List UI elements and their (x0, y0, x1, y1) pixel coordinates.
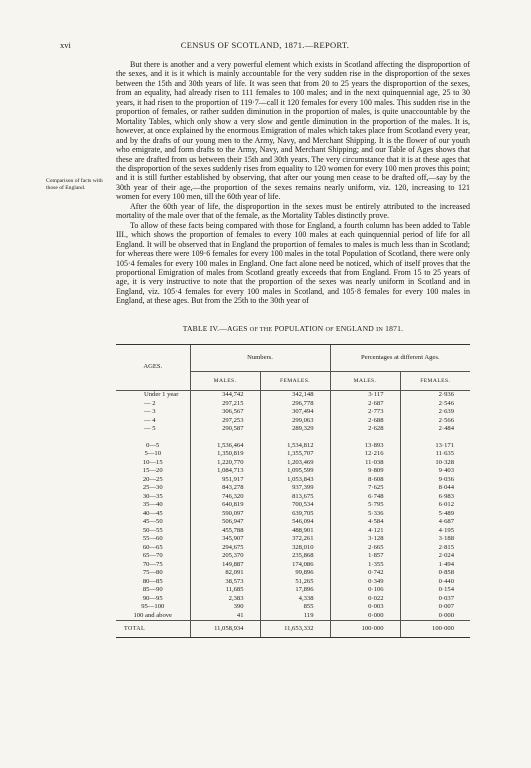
table-row (116, 391, 470, 400)
females-cell: 1,355,707 (260, 450, 330, 459)
females-pct-cell: 4·195 (400, 527, 470, 536)
females-cell: 119 (260, 612, 330, 621)
paragraph: After the 60th year of life, the disproportion in the sexes must be entirely attributed to the increased mortality of the male over that of the female, as the Mortality Tables distinctly prove. (116, 201, 470, 221)
females-cell: 1,053,843 (260, 476, 330, 485)
males-cell: 306,567 (190, 408, 260, 417)
table-row (116, 484, 470, 493)
females-cell: 700,534 (260, 501, 330, 510)
males-pct-cell: 0·106 (330, 586, 400, 595)
males-cell: 38,573 (190, 578, 260, 587)
males-cell: 640,819 (190, 501, 260, 510)
age-cell: 35—40 (142, 501, 163, 508)
paragraph: To allow of these facts being compared with those for England, a fourth column has been added to Table III., which shows the proportion of females to every 100 males at each quinquennial period of life for all England. It will be observed that in England the proportion of females to males is much less than in Scotland; for whereas there were 109·6 females for every 100 males in the total Population of Scotland, there were only 105·4 females for every 100 males in England. One fact alone need be noticed, which of itself proves that the proportional Emigration of males from Scotland greatly exceeds that from England. From 15 to 25 years of age, it is very instructive to note that the proportion of the sexes was nearly uniform in Scotland and in England, viz. 105·4 females for every 100 males in Scotland, and 105·8 females for every 100 males in England, at these ages. But from the 25th to the 30th year of (116, 220, 470, 306)
females-cell: 289,329 (260, 425, 330, 434)
females-cell: 1,203,469 (260, 459, 330, 468)
females-pct-cell: 2·484 (400, 425, 470, 434)
females-cell: 546,094 (260, 518, 330, 527)
body-text (116, 60, 470, 306)
females-pct-cell: 4·687 (400, 518, 470, 527)
females-pct-cell: 0·007 (400, 603, 470, 612)
males-pct-cell: 5·795 (330, 501, 400, 510)
males-pct-cell: 2·773 (330, 408, 400, 417)
females-pct-cell: 11·635 (400, 450, 470, 459)
females-cell: 51,265 (260, 578, 330, 587)
males-cell: 294,675 (190, 544, 260, 553)
age-cell: 85—90 (142, 586, 163, 593)
females-cell: 328,010 (260, 544, 330, 553)
table-row (116, 595, 470, 604)
females-pct-cell: 3·188 (400, 535, 470, 544)
age-cell: 10—15 (142, 458, 163, 466)
males-pct-cell: 7·625 (330, 484, 400, 493)
table-row (116, 442, 470, 451)
males-pct-cell: 0·000 (330, 612, 400, 621)
ages-table (116, 344, 470, 638)
males-cell: 455,788 (190, 527, 260, 536)
age-cell: 75—80 (142, 569, 163, 576)
males-pct-cell: 0·349 (330, 578, 400, 587)
males-cell: 344,742 (190, 391, 260, 400)
age-cell: 45—50 (142, 518, 163, 525)
females-pct-cell: 6·983 (400, 493, 470, 502)
age-cell: 0—5 (146, 441, 160, 449)
females-cell: 299,063 (260, 417, 330, 426)
table-row (116, 493, 470, 502)
group-header-numbers: Numbers. (190, 345, 330, 372)
col-header-males-pct: MALES. (330, 372, 400, 391)
table-row (116, 408, 470, 417)
females-pct-cell: 2·024 (400, 552, 470, 561)
table-total-row (116, 621, 470, 638)
males-cell: 82,091 (190, 569, 260, 578)
males-cell: 590,097 (190, 510, 260, 519)
females-pct-cell: 0·154 (400, 586, 470, 595)
males-cell: 297,253 (190, 417, 260, 426)
running-header (60, 40, 470, 52)
females-cell: 639,705 (260, 510, 330, 519)
paragraph: But there is another and a very powerful element which exists in Scotland affecting the disproportion of the sexes, and it is it which is mainly accountable for the very sudden rise in the disproportion of the sexes between the 15th and 30th years of life. It was seen that from 20 to 25 years the disproportion of the sexes, from an equality, had already risen to 111 females to 100 males; and in the next quinquennial age, 25 to 30 years, it had risen to the proportion of 119·7—call it 120 females for every 100 males. This sudden rise in the proportion of females, or rather sudden diminution in the proportion of males, is quite unaccountable by the Mortality Tables, which only show a very slow and gentle diminution in the proportion of the males. It is, however, at once explained by the enormous Emigration of males which takes place from Scotland every year, and by the drafts of our young men to the Army, Navy, and Merchant Shipping. It is the flower of our youth who emigrate, and form drafts to the Army, Navy, and Merchant Shipping; and our Table of Ages shows that these are drafted from us between their 15th and 30th years. The very circumstance that it is at these ages that the disproportion of the sexes suddenly rises from equality to 120 women for every 100 men proves this point; and it is still further established by observing, that after our young men cease to be drafted off,—say by the 30th year of their age,—the proportion of the sexes remains nearly uniform, viz. 120, increasing to 121 women for every 100 men, till the 60th year of life. (116, 60, 470, 202)
age-cell: Under 1 year (144, 391, 179, 398)
age-cell: 100 and above (133, 611, 172, 619)
males-pct-cell: 3·128 (330, 535, 400, 544)
table-row (116, 459, 470, 468)
col-header-females-pct: FEMALES. (400, 372, 470, 391)
age-cell: 20—25 (142, 475, 163, 483)
total-label: TOTAL (116, 621, 190, 638)
males-cell: 290,587 (190, 425, 260, 434)
age-cell: — 4 (144, 416, 156, 424)
females-pct-cell: 2·815 (400, 544, 470, 553)
age-cell: 50—55 (142, 526, 163, 534)
age-cell: 90—95 (142, 594, 163, 602)
males-cell: 149,887 (190, 561, 260, 570)
males-cell: 205,370 (190, 552, 260, 561)
col-header-males: MALES. (190, 372, 260, 391)
age-cell: 25—30 (142, 484, 163, 491)
females-pct-cell: 2·566 (400, 417, 470, 426)
males-pct-cell: 4·584 (330, 518, 400, 527)
females-cell: 488,901 (260, 527, 330, 536)
females-cell: 17,896 (260, 586, 330, 595)
females-cell: 813,675 (260, 493, 330, 502)
table-row (116, 518, 470, 527)
females-pct-cell: 2·546 (400, 400, 470, 409)
table-row (116, 603, 470, 612)
males-pct-cell: 2·628 (330, 425, 400, 434)
females-pct-cell: 0·000 (400, 612, 470, 621)
males-cell: 1,536,464 (190, 442, 260, 451)
females-pct-cell: 9·403 (400, 467, 470, 476)
age-cell: 5—10 (144, 450, 161, 457)
table-row (116, 535, 470, 544)
males-pct-cell: 0·022 (330, 595, 400, 604)
males-cell: 951,917 (190, 476, 260, 485)
males-cell: 390 (190, 603, 260, 612)
females-cell: 855 (260, 603, 330, 612)
males-cell: 843,278 (190, 484, 260, 493)
females-pct-cell: 10·328 (400, 459, 470, 468)
table-row (116, 544, 470, 553)
table-row (116, 578, 470, 587)
females-cell: 307,494 (260, 408, 330, 417)
table-row (116, 501, 470, 510)
age-cell: 40—45 (142, 509, 163, 517)
total-females: 11,653,332 (260, 621, 330, 638)
age-cell: 80—85 (142, 577, 163, 585)
running-title: CENSUS OF SCOTLAND, 1871.—REPORT. (180, 40, 350, 50)
females-pct-cell: 1·494 (400, 561, 470, 570)
females-pct-cell: 5·489 (400, 510, 470, 519)
females-cell: 1,095,599 (260, 467, 330, 476)
table-title: TABLE IV.—AGES OF THE POPULATION OF ENGLAND IN 1871. (182, 324, 404, 333)
table-row (116, 552, 470, 561)
table-row (116, 450, 470, 459)
age-cell: 55—60 (142, 535, 163, 542)
females-cell: 99,896 (260, 569, 330, 578)
males-pct-cell: 5·336 (330, 510, 400, 519)
group-header-percentages: Percentages at different Ages. (330, 345, 470, 372)
females-pct-cell: 6·012 (400, 501, 470, 510)
table-row (116, 417, 470, 426)
females-pct-cell: 8·044 (400, 484, 470, 493)
females-pct-cell: 0·037 (400, 595, 470, 604)
males-cell: 746,320 (190, 493, 260, 502)
males-pct-cell: 4·121 (330, 527, 400, 536)
males-cell: 1,350,819 (190, 450, 260, 459)
females-pct-cell: 13·171 (400, 442, 470, 451)
males-pct-cell: 3·117 (330, 391, 400, 400)
males-pct-cell: 2·688 (330, 417, 400, 426)
males-cell: 41 (190, 612, 260, 621)
table-row (116, 400, 470, 409)
age-cell: — 3 (144, 408, 156, 415)
females-cell: 1,534,812 (260, 442, 330, 451)
females-cell: 4,338 (260, 595, 330, 604)
females-cell: 372,261 (260, 535, 330, 544)
age-cell: — 5 (144, 425, 156, 432)
males-pct-cell: 1·857 (330, 552, 400, 561)
males-pct-cell: 9·809 (330, 467, 400, 476)
females-cell: 235,868 (260, 552, 330, 561)
males-cell: 1,220,770 (190, 459, 260, 468)
margin-note: Comparison of facts with those of England. (46, 178, 103, 191)
males-cell: 11,685 (190, 586, 260, 595)
total-females-pct: 100·000 (400, 621, 470, 638)
males-pct-cell: 13·893 (330, 442, 400, 451)
table-row (116, 561, 470, 570)
females-pct-cell: 2·936 (400, 391, 470, 400)
table-row (116, 569, 470, 578)
table-row (116, 510, 470, 519)
males-pct-cell: 12·216 (330, 450, 400, 459)
table-row (116, 527, 470, 536)
females-cell: 342,148 (260, 391, 330, 400)
males-pct-cell: 8·608 (330, 476, 400, 485)
males-pct-cell: 11·038 (330, 459, 400, 468)
males-pct-cell: 6·748 (330, 493, 400, 502)
age-cell: 70—75 (142, 560, 163, 568)
females-cell: 296,778 (260, 400, 330, 409)
males-cell: 297,215 (190, 400, 260, 409)
age-cell: 15—20 (142, 467, 163, 474)
table-row (116, 586, 470, 595)
males-cell: 506,947 (190, 518, 260, 527)
males-cell: 2,383 (190, 595, 260, 604)
males-pct-cell: 2·665 (330, 544, 400, 553)
age-cell: 60—65 (142, 543, 163, 551)
col-header-females: FEMALES. (260, 372, 330, 391)
page-number: xvi (60, 40, 71, 50)
total-males: 11,058,934 (190, 621, 260, 638)
females-pct-cell: 9·036 (400, 476, 470, 485)
males-pct-cell: 1·355 (330, 561, 400, 570)
table-row (116, 467, 470, 476)
males-pct-cell: 2·687 (330, 400, 400, 409)
age-cell: 95—100 (141, 603, 165, 610)
age-cell: 65—70 (142, 552, 163, 559)
total-males-pct: 100·000 (330, 621, 400, 638)
table-row (116, 476, 470, 485)
females-pct-cell: 0·440 (400, 578, 470, 587)
males-pct-cell: 0·003 (330, 603, 400, 612)
females-pct-cell: 2·639 (400, 408, 470, 417)
females-cell: 174,086 (260, 561, 330, 570)
males-pct-cell: 0·742 (330, 569, 400, 578)
table-row (116, 425, 470, 434)
age-cell: 30—35 (142, 492, 163, 500)
age-cell: — 2 (144, 399, 156, 407)
females-pct-cell: 0·858 (400, 569, 470, 578)
males-cell: 345,907 (190, 535, 260, 544)
table-row (116, 612, 470, 621)
females-cell: 937,399 (260, 484, 330, 493)
col-header-ages: AGES. (116, 345, 190, 391)
males-cell: 1,084,713 (190, 467, 260, 476)
